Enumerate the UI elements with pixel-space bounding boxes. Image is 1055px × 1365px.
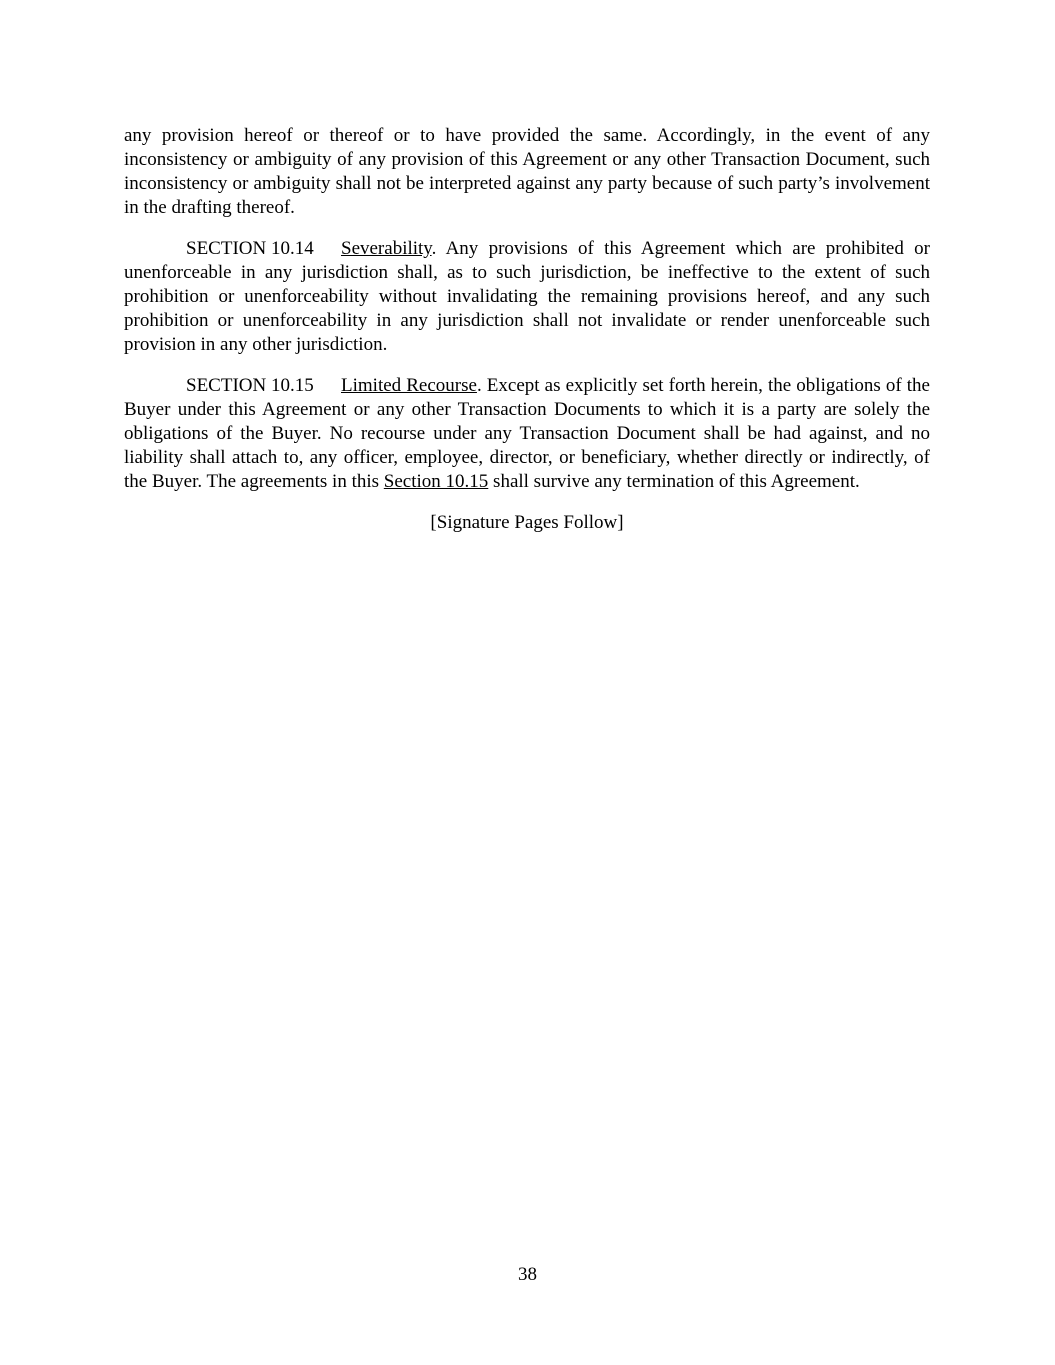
section-body-end: shall survive any termination of this Agreement. <box>488 471 860 492</box>
section-body: . Except as explicitly set forth herein, the obligations of the Buyer under this Agreement or any other Transaction Documents to which it is a party are solely the obligations of the Buyer. No recourse under any Transaction Document shall be had against, and no liability shall attach to, any officer, employee, director, or beneficiary, whether directly or indirectly, of the Buyer. The agreements in this <box>124 375 930 492</box>
section-heading: Severability <box>341 238 432 259</box>
section-body: . Any provisions of this Agreement which are prohibited or unenforceable in any jurisdiction shall, as to such jurisdiction, be ineffective to the extent of such prohibition or unenforceability without invalidating the remaining provisions hereof, and any such prohibition or unenforceability in any jurisdiction shall not invalidate or render unenforceable such provision in any other jurisdiction. <box>124 238 930 355</box>
paragraph-continuation: any provision hereof or thereof or to have provided the same. Accordingly, in the event of any inconsistency or ambiguity of any provision of this Agreement or any other Transaction Document, such inconsistency or ambiguity shall not be interpreted against any party because of such party’s involvement in the drafting thereof. <box>124 125 930 218</box>
section-number: SECTION 10.14 <box>186 238 314 259</box>
section-10-14 <box>124 237 930 357</box>
section-number: SECTION 10.15 <box>186 375 314 396</box>
signature-pages-note: [Signature Pages Follow] <box>430 512 624 533</box>
document-page <box>124 124 930 552</box>
section-cross-reference: Section 10.15 <box>383 471 489 492</box>
section-10-15 <box>124 374 930 494</box>
page-number: 38 <box>518 1264 537 1285</box>
section-heading: Limited Recourse <box>341 375 477 396</box>
